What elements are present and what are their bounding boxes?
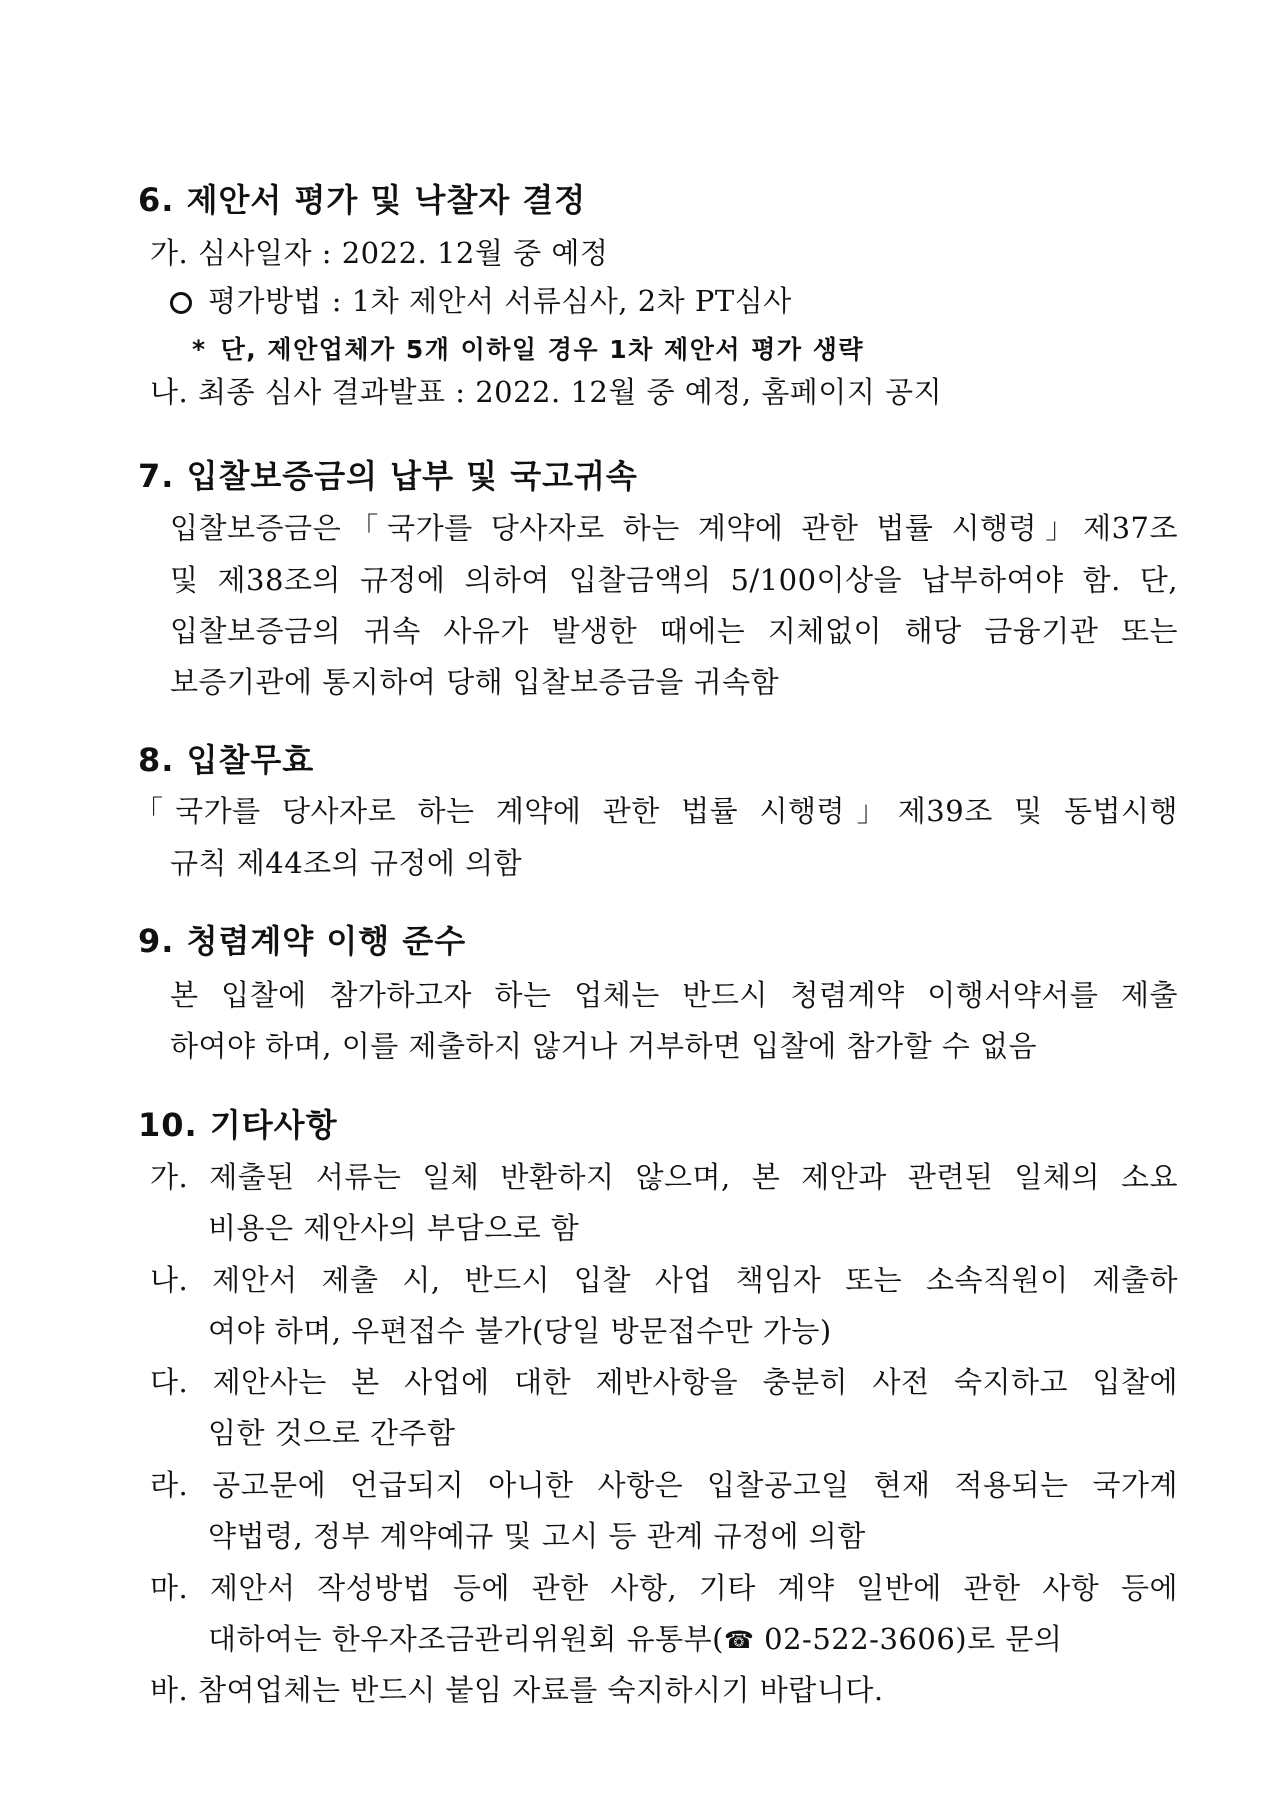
section-10-heading: 10. 기타사항 bbox=[138, 1106, 338, 1144]
section-9-line: 본 입찰에 참가하고자 하는 업체는 반드시 청렴계약 이행서약서를 제출 bbox=[170, 978, 1178, 1012]
section-10-item-ga-cont: 비용은 제안사의 부담으로 함 bbox=[208, 1211, 580, 1245]
section-10-item-ba: 바. 참여업체는 반드시 붙임 자료를 숙지하시기 바랍니다. bbox=[150, 1673, 884, 1707]
section-9-line: 하여야 하며, 이를 제출하지 않거나 거부하면 입찰에 참가할 수 없음 bbox=[170, 1029, 1038, 1063]
phone-number-text: 02-522-3606)로 문의 bbox=[754, 1622, 1063, 1656]
section-9-heading: 9. 청렴계약 이행 준수 bbox=[138, 922, 467, 960]
section-10-item-ra: 라. 공고문에 언급되지 아니한 사항은 입찰공고일 현재 적용되는 국가계 bbox=[150, 1468, 1178, 1502]
section-10-item-ma-cont bbox=[208, 1619, 1062, 1660]
section-7-line: 및 제38조의 규정에 의하여 입찰금액의 5/100이상을 납부하여야 함. 단, bbox=[170, 563, 1178, 597]
asterisk-mark: * bbox=[192, 335, 207, 364]
section-10-item-ma: 마. 제안서 작성방법 등에 관한 사항, 기타 계약 일반에 관한 사항 등에 bbox=[150, 1571, 1178, 1605]
section-6-item-b: 나. 최종 심사 결과발표 : 2022. 12월 중 예정, 홈페이지 공지 bbox=[150, 375, 943, 409]
section-7-heading: 7. 입찰보증금의 납부 및 국고귀속 bbox=[138, 457, 638, 495]
section-6-note-text: 단, 제안업체가 5개 이하일 경우 1차 제안서 평가 생략 bbox=[220, 335, 864, 364]
section-6-item-a: 가. 심사일자 : 2022. 12월 중 예정 bbox=[150, 236, 609, 270]
section-6-heading: 6. 제안서 평가 및 낙찰자 결정 bbox=[138, 181, 587, 219]
section-10-item-da-cont: 임한 것으로 간주함 bbox=[208, 1416, 456, 1450]
section-8-line: 규칙 제44조의 규정에 의함 bbox=[170, 846, 523, 880]
section-10-item-ra-cont: 약법령, 정부 계약예규 및 고시 등 관계 규정에 의함 bbox=[208, 1519, 866, 1553]
section-10-item-da: 다. 제안사는 본 사업에 대한 제반사항을 충분히 사전 숙지하고 입찰에 bbox=[150, 1365, 1178, 1399]
section-6-bullet-text: 평가방법 : 1차 제안서 서류심사, 2차 PT심사 bbox=[208, 284, 792, 318]
section-7-line: 입찰보증금의 귀속 사유가 발생한 때에는 지체없이 해당 금융기관 또는 bbox=[170, 614, 1178, 648]
circle-bullet-icon bbox=[170, 292, 192, 314]
section-7-line: 보증기관에 통지하여 당해 입찰보증금을 귀속함 bbox=[170, 665, 780, 699]
section-10-item-ga: 가. 제출된 서류는 일체 반환하지 않으며, 본 제안과 관련된 일체의 소요 bbox=[150, 1160, 1178, 1194]
section-10-item-ma-cont-text: 대하여는 한우자조금관리위원회 유통부( bbox=[208, 1622, 724, 1656]
section-8-line: 「국가를 당사자로 하는 계약에 관한 법률 시행령」제39조 및 동법시행 bbox=[134, 794, 1178, 828]
section-6-bullet bbox=[170, 281, 792, 321]
section-6-note bbox=[192, 330, 864, 370]
section-8-heading: 8. 입찰무효 bbox=[138, 741, 315, 779]
phone-icon: ☎ bbox=[724, 1626, 755, 1654]
section-7-line: 입찰보증금은「국가를 당사자로 하는 계약에 관한 법률 시행령」제37조 bbox=[170, 511, 1178, 545]
section-10-item-na: 나. 제안서 제출 시, 반드시 입찰 사업 책임자 또는 소속직원이 제출하 bbox=[150, 1263, 1178, 1297]
section-10-item-na-cont: 여야 하며, 우편접수 불가(당일 방문접수만 가능) bbox=[208, 1314, 832, 1348]
